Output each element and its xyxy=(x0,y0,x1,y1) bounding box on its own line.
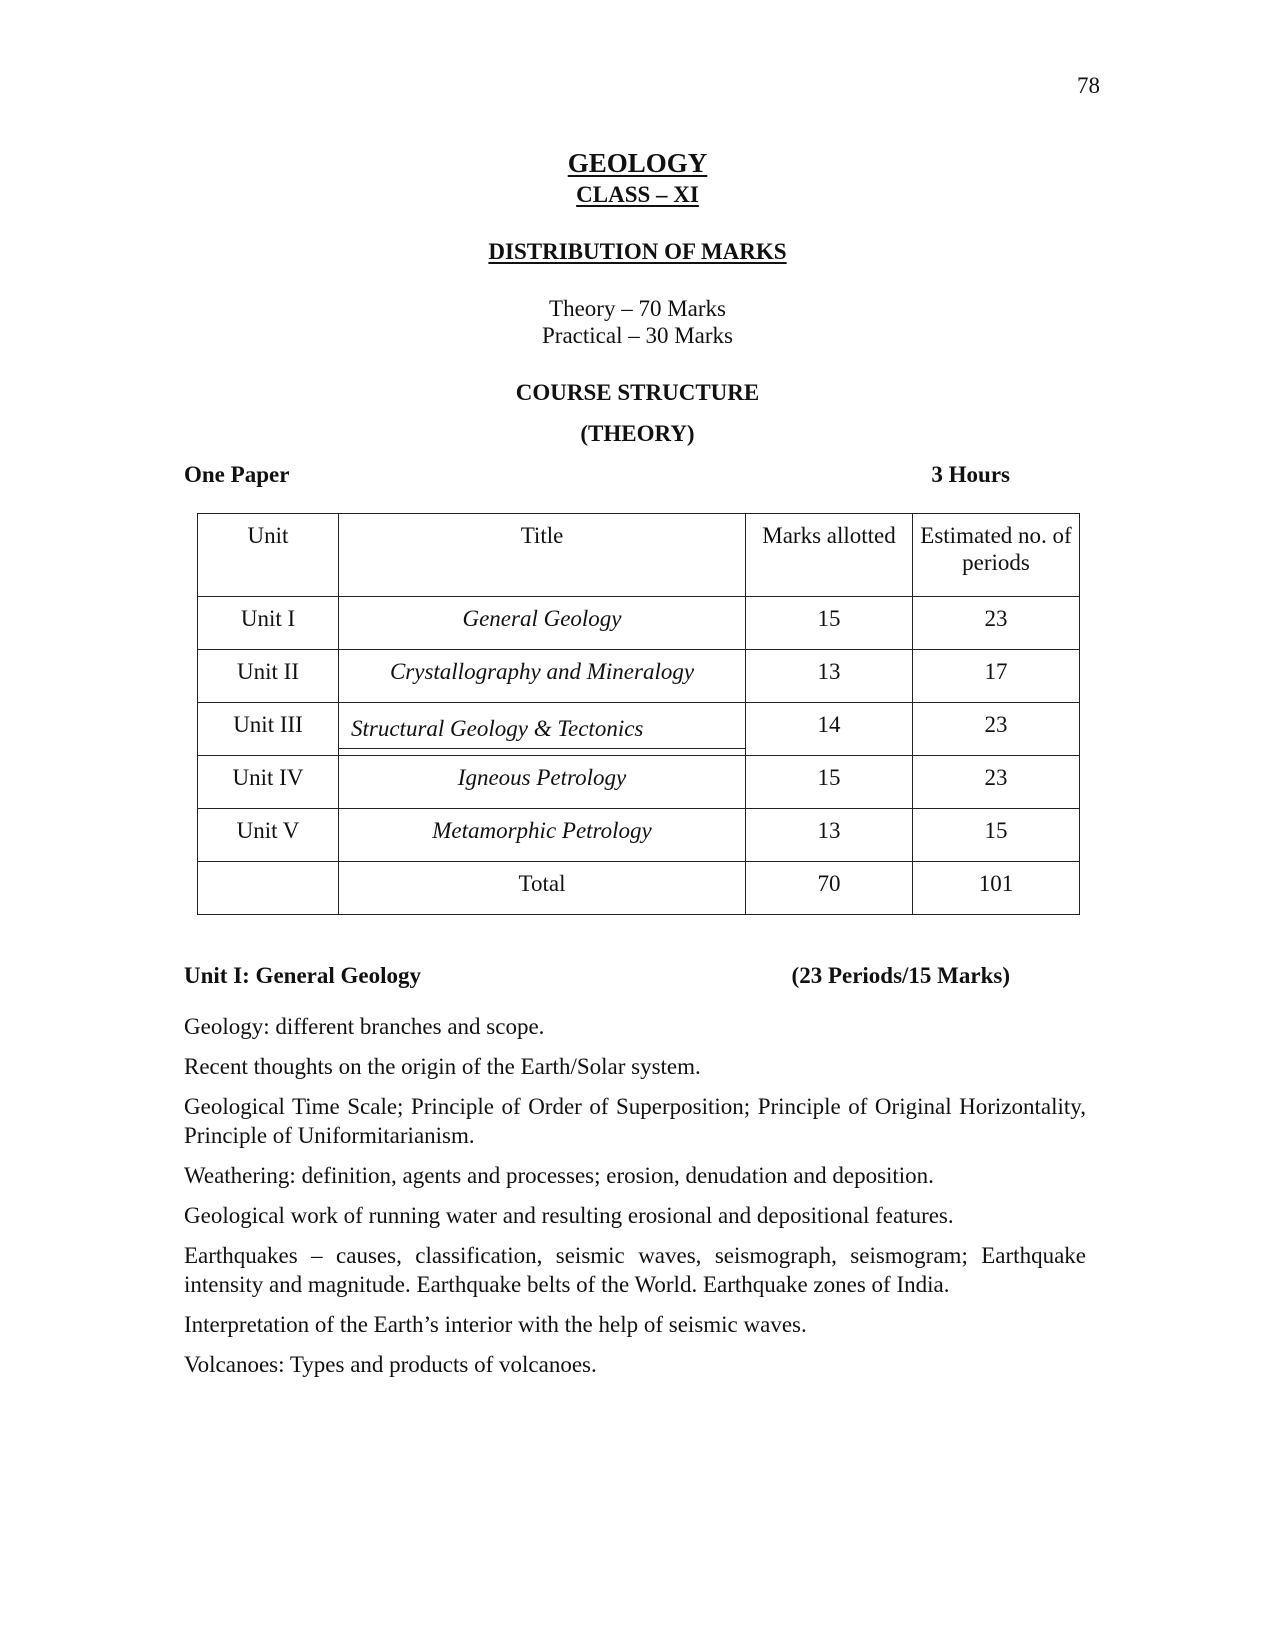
theory-subheading: (THEORY) xyxy=(580,421,695,446)
unit1-heading: Unit I: General Geology xyxy=(184,963,421,988)
cell-marks: 15 xyxy=(746,756,913,809)
cell-unit: Unit II xyxy=(198,650,339,703)
cell-periods: 23 xyxy=(913,703,1080,756)
cell-periods: 15 xyxy=(913,809,1080,862)
duration-label: 3 Hours xyxy=(931,462,1010,487)
cell-unit: Unit IV xyxy=(198,756,339,809)
distribution-heading: DISTRIBUTION OF MARKS xyxy=(488,239,787,264)
table-row xyxy=(198,756,1080,809)
total-marks: 70 xyxy=(746,862,913,915)
table-header-row xyxy=(198,514,1080,597)
header-unit: Unit xyxy=(198,514,339,597)
topic-item: Earthquakes – causes, classification, seismic waves, seismograph, seismogram; Earthquake intensity and magnitude. Earthquake belts of the World. Earthquake zones of India. xyxy=(184,1243,1086,1297)
cell-title: Metamorphic Petrology xyxy=(339,809,746,862)
topic-item: Weathering: definition, agents and processes; erosion, denudation and deposition. xyxy=(184,1163,934,1188)
unit1-periods-marks: (23 Periods/15 Marks) xyxy=(791,963,1010,988)
table-row xyxy=(198,650,1080,703)
cell-unit: Unit III xyxy=(198,703,339,756)
cell-marks: 13 xyxy=(746,650,913,703)
topic-item: Recent thoughts on the origin of the Earth/Solar system. xyxy=(184,1054,701,1079)
table-total-row xyxy=(198,862,1080,915)
cell-periods: 23 xyxy=(913,597,1080,650)
cell-title: Igneous Petrology xyxy=(339,756,746,809)
cell-marks: 14 xyxy=(746,703,913,756)
cell-title-text: Structural Geology & Tectonics xyxy=(339,703,745,749)
cell-marks: 13 xyxy=(746,809,913,862)
document-subtitle: CLASS – XI xyxy=(576,182,699,207)
topic-item: Interpretation of the Earth’s interior with the help of seismic waves. xyxy=(184,1312,807,1337)
page-number: 78 xyxy=(1077,73,1100,98)
topic-item: Volcanoes: Types and products of volcanoes. xyxy=(184,1352,597,1377)
topic-item: Geology: different branches and scope. xyxy=(184,1014,545,1039)
total-periods: 101 xyxy=(913,862,1080,915)
cell-periods: 23 xyxy=(913,756,1080,809)
topic-item: Geological Time Scale; Principle of Order of Superposition; Principle of Original Horizontality, Principle of Uniformitarianism. xyxy=(184,1094,1086,1148)
cell-title xyxy=(339,703,746,756)
total-unit xyxy=(198,862,339,915)
header-title: Title xyxy=(339,514,746,597)
total-label: Total xyxy=(339,862,746,915)
practical-marks: Practical – 30 Marks xyxy=(542,323,733,348)
marks-table xyxy=(197,513,1080,915)
topic-item: Geological work of running water and resulting erosional and depositional features. xyxy=(184,1203,954,1228)
cell-periods: 17 xyxy=(913,650,1080,703)
table-row xyxy=(198,809,1080,862)
paper-label: One Paper xyxy=(184,462,290,487)
document-title: GEOLOGY xyxy=(567,148,708,178)
header-marks: Marks allotted xyxy=(746,514,913,597)
cell-marks: 15 xyxy=(746,597,913,650)
cell-unit: Unit V xyxy=(198,809,339,862)
course-structure-heading: COURSE STRUCTURE xyxy=(515,380,760,405)
table-row xyxy=(198,597,1080,650)
header-periods: Estimated no. of periods xyxy=(913,514,1080,597)
cell-unit: Unit I xyxy=(198,597,339,650)
cell-title: General Geology xyxy=(339,597,746,650)
cell-title: Crystallography and Mineralogy xyxy=(339,650,746,703)
table-row xyxy=(198,703,1080,756)
theory-marks: Theory – 70 Marks xyxy=(549,296,726,321)
unit1-topics xyxy=(184,1012,1086,1390)
